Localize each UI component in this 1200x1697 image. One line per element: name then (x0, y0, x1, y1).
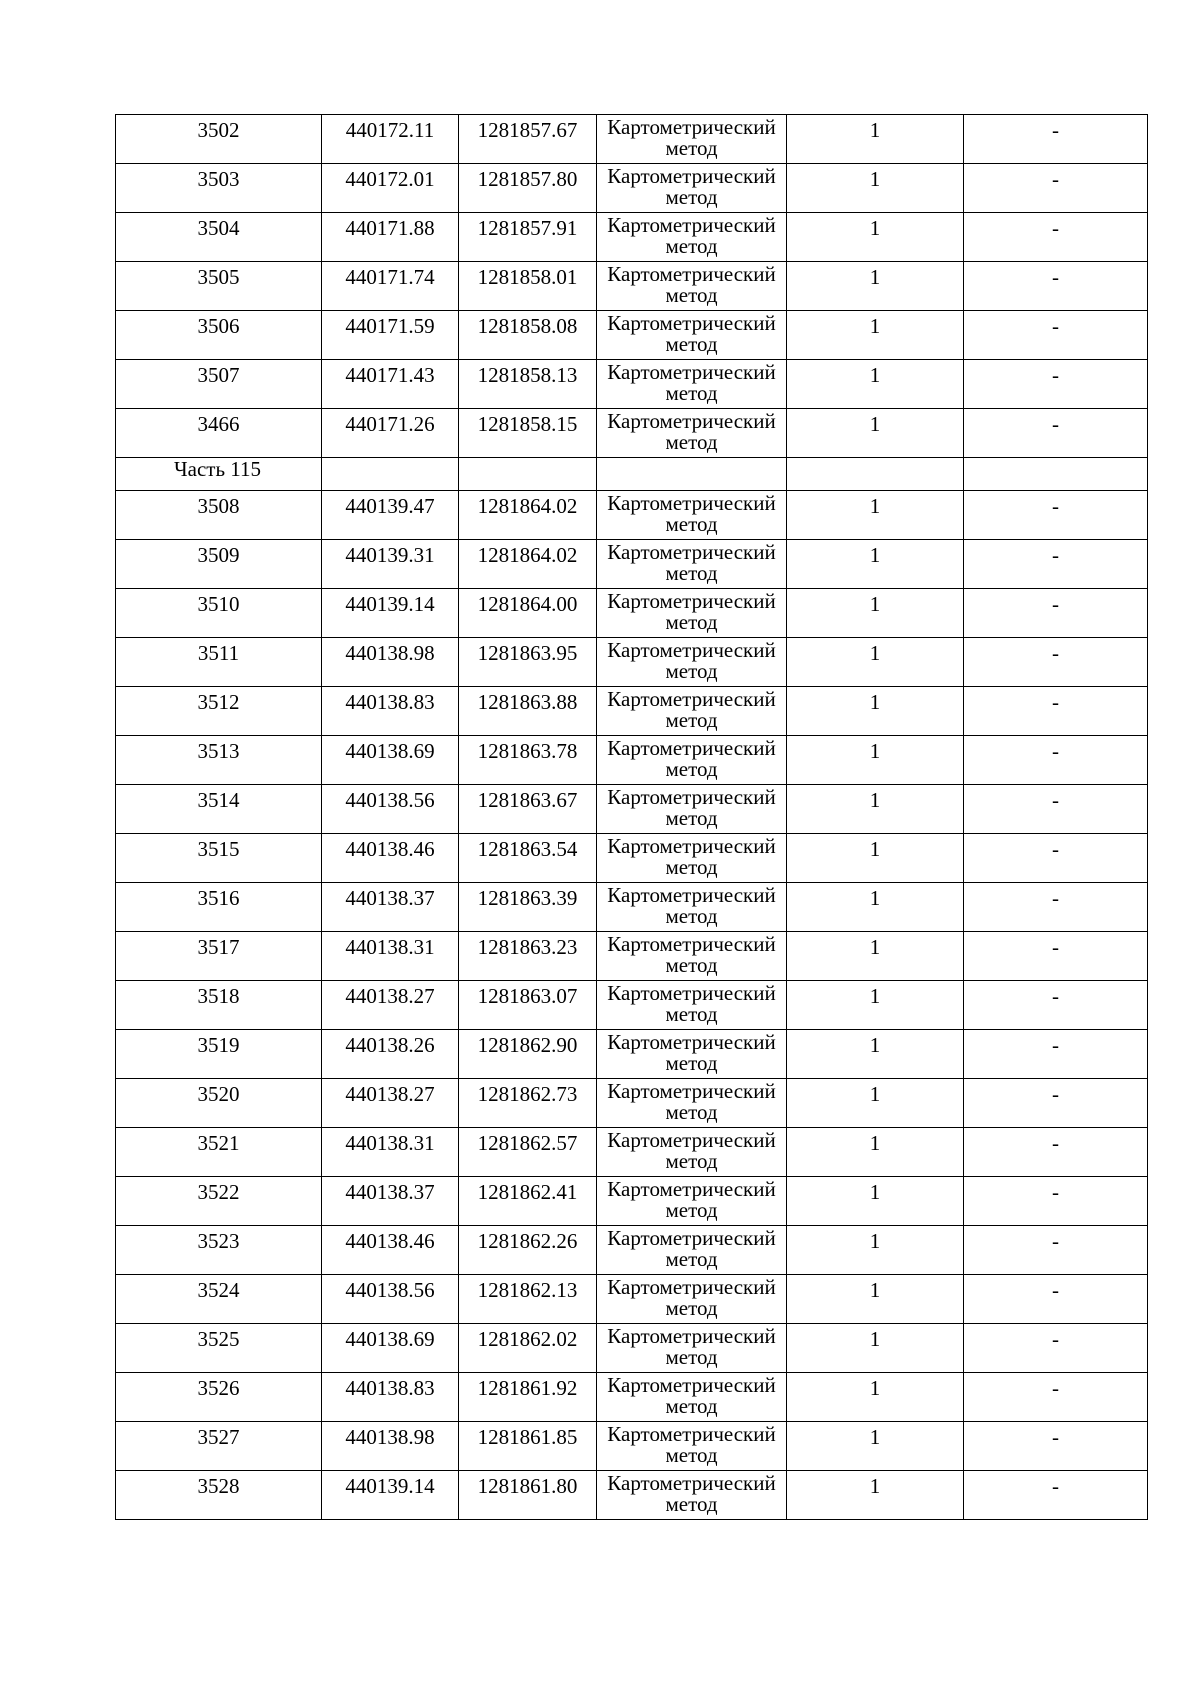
table-row (116, 785, 1148, 834)
empty-cell (459, 458, 597, 491)
coord-y: 1281863.67 (459, 785, 597, 834)
method-label-line1: Картометрический (607, 1030, 776, 1054)
note-value: - (964, 1128, 1148, 1177)
point-number: 3511 (116, 638, 322, 687)
table-row (116, 115, 1148, 164)
method-label-line2: метод (665, 561, 718, 585)
point-number: 3527 (116, 1422, 322, 1471)
coord-y: 1281862.13 (459, 1275, 597, 1324)
method-label-line1: Картометрический (607, 736, 776, 760)
coord-y: 1281864.00 (459, 589, 597, 638)
accuracy-value: 1 (787, 1226, 964, 1275)
method-cell (597, 360, 787, 409)
method-label-line1: Картометрический (607, 687, 776, 711)
point-number: 3526 (116, 1373, 322, 1422)
coord-x: 440138.98 (322, 638, 459, 687)
coord-x: 440138.27 (322, 981, 459, 1030)
method-label-line1: Картометрический (607, 540, 776, 564)
coord-x: 440171.59 (322, 311, 459, 360)
note-value: - (964, 1324, 1148, 1373)
coord-y: 1281858.15 (459, 409, 597, 458)
coord-y: 1281862.73 (459, 1079, 597, 1128)
point-number: 3508 (116, 491, 322, 540)
method-label-line2: метод (665, 234, 718, 258)
table-row (116, 1177, 1148, 1226)
coord-y: 1281863.39 (459, 883, 597, 932)
empty-cell (322, 458, 459, 491)
coord-x: 440171.74 (322, 262, 459, 311)
accuracy-value: 1 (787, 164, 964, 213)
accuracy-value: 1 (787, 932, 964, 981)
coord-y: 1281857.80 (459, 164, 597, 213)
table-row (116, 360, 1148, 409)
point-number: 3506 (116, 311, 322, 360)
table-row (116, 981, 1148, 1030)
coord-x: 440172.11 (322, 115, 459, 164)
accuracy-value: 1 (787, 638, 964, 687)
method-label-line2: метод (665, 904, 718, 928)
section-header (116, 458, 1148, 491)
coord-x: 440138.26 (322, 1030, 459, 1079)
table-row (116, 262, 1148, 311)
method-cell (597, 834, 787, 883)
method-label-line2: метод (665, 1443, 718, 1467)
table-row (116, 491, 1148, 540)
method-cell (597, 409, 787, 458)
coord-y: 1281862.02 (459, 1324, 597, 1373)
method-label-line1: Картометрический (607, 1471, 776, 1495)
accuracy-value: 1 (787, 1373, 964, 1422)
table-row (116, 311, 1148, 360)
note-value: - (964, 1030, 1148, 1079)
note-value: - (964, 883, 1148, 932)
note-value: - (964, 311, 1148, 360)
coord-y: 1281862.41 (459, 1177, 597, 1226)
accuracy-value: 1 (787, 736, 964, 785)
coord-y: 1281858.08 (459, 311, 597, 360)
method-cell (597, 164, 787, 213)
coord-x: 440138.56 (322, 785, 459, 834)
coord-x: 440138.37 (322, 1177, 459, 1226)
method-label-line2: метод (665, 185, 718, 209)
coord-x: 440138.46 (322, 834, 459, 883)
note-value: - (964, 1275, 1148, 1324)
point-number: 3513 (116, 736, 322, 785)
accuracy-value: 1 (787, 1030, 964, 1079)
method-label-line1: Картометрический (607, 589, 776, 613)
note-value: - (964, 638, 1148, 687)
method-label-line1: Картометрический (607, 262, 776, 286)
method-cell (597, 540, 787, 589)
note-value: - (964, 409, 1148, 458)
method-label-line1: Картометрический (607, 213, 776, 237)
method-label-line1: Картометрический (607, 1373, 776, 1397)
coord-y: 1281861.80 (459, 1471, 597, 1520)
accuracy-value: 1 (787, 540, 964, 589)
section-row (116, 458, 1148, 491)
note-value: - (964, 785, 1148, 834)
accuracy-value: 1 (787, 981, 964, 1030)
method-label-line1: Картометрический (607, 785, 776, 809)
note-value: - (964, 834, 1148, 883)
table-row (116, 164, 1148, 213)
accuracy-value: 1 (787, 360, 964, 409)
table-row (116, 1373, 1148, 1422)
coord-y: 1281863.07 (459, 981, 597, 1030)
method-label-line2: метод (665, 757, 718, 781)
method-label-line2: метод (665, 1002, 718, 1026)
method-label-line1: Картометрический (607, 311, 776, 335)
point-number: 3514 (116, 785, 322, 834)
method-label-line1: Картометрический (607, 1079, 776, 1103)
coord-x: 440138.27 (322, 1079, 459, 1128)
method-cell (597, 883, 787, 932)
accuracy-value: 1 (787, 1324, 964, 1373)
method-label-line2: метод (665, 1345, 718, 1369)
method-label-line2: метод (665, 806, 718, 830)
method-cell (597, 262, 787, 311)
point-number: 3504 (116, 213, 322, 262)
coord-y: 1281862.90 (459, 1030, 597, 1079)
point-number: 3528 (116, 1471, 322, 1520)
point-number: 3507 (116, 360, 322, 409)
method-label-line1: Картометрический (607, 1324, 776, 1348)
method-cell (597, 1079, 787, 1128)
method-label-line2: метод (665, 1296, 718, 1320)
note-value: - (964, 540, 1148, 589)
table-row (116, 736, 1148, 785)
table-row (116, 1030, 1148, 1079)
empty-cell (787, 458, 964, 491)
method-label-line2: метод (665, 610, 718, 634)
coord-x: 440139.14 (322, 1471, 459, 1520)
point-number: 3521 (116, 1128, 322, 1177)
accuracy-value: 1 (787, 834, 964, 883)
point-number: 3523 (116, 1226, 322, 1275)
method-cell (597, 638, 787, 687)
table-body-top (116, 115, 1148, 458)
table-row (116, 834, 1148, 883)
method-label-line2: метод (665, 1100, 718, 1124)
coord-x: 440138.98 (322, 1422, 459, 1471)
coord-x: 440139.31 (322, 540, 459, 589)
point-number: 3505 (116, 262, 322, 311)
method-label-line1: Картометрический (607, 164, 776, 188)
note-value: - (964, 1226, 1148, 1275)
coord-y: 1281862.57 (459, 1128, 597, 1177)
method-label-line2: метод (665, 283, 718, 307)
method-label-line1: Картометрический (607, 834, 776, 858)
method-label-line1: Картометрический (607, 638, 776, 662)
coord-y: 1281857.67 (459, 115, 597, 164)
accuracy-value: 1 (787, 1128, 964, 1177)
method-label-line2: метод (665, 1149, 718, 1173)
coord-x: 440139.47 (322, 491, 459, 540)
accuracy-value: 1 (787, 1079, 964, 1128)
coord-x: 440138.69 (322, 736, 459, 785)
method-label-line1: Картометрический (607, 1275, 776, 1299)
accuracy-value: 1 (787, 491, 964, 540)
table-row (116, 638, 1148, 687)
point-number: 3517 (116, 932, 322, 981)
accuracy-value: 1 (787, 883, 964, 932)
section-label: Часть 115 (116, 458, 322, 491)
note-value: - (964, 736, 1148, 785)
point-number: 3509 (116, 540, 322, 589)
note-value: - (964, 491, 1148, 540)
method-cell (597, 1324, 787, 1373)
point-number: 3525 (116, 1324, 322, 1373)
method-cell (597, 785, 787, 834)
accuracy-value: 1 (787, 409, 964, 458)
point-number: 3519 (116, 1030, 322, 1079)
coord-x: 440172.01 (322, 164, 459, 213)
accuracy-value: 1 (787, 1471, 964, 1520)
coord-y: 1281864.02 (459, 491, 597, 540)
method-cell (597, 1177, 787, 1226)
method-cell (597, 1128, 787, 1177)
point-number: 3522 (116, 1177, 322, 1226)
coord-x: 440171.43 (322, 360, 459, 409)
note-value: - (964, 1422, 1148, 1471)
method-label-line2: метод (665, 430, 718, 454)
method-label-line2: метод (665, 953, 718, 977)
note-value: - (964, 1471, 1148, 1520)
accuracy-value: 1 (787, 1422, 964, 1471)
method-cell (597, 589, 787, 638)
method-label-line1: Картометрический (607, 1177, 776, 1201)
method-cell (597, 932, 787, 981)
table-row (116, 589, 1148, 638)
method-cell (597, 981, 787, 1030)
note-value: - (964, 262, 1148, 311)
method-label-line2: метод (665, 136, 718, 160)
point-number: 3503 (116, 164, 322, 213)
point-number: 3516 (116, 883, 322, 932)
method-cell (597, 1373, 787, 1422)
empty-cell (964, 458, 1148, 491)
table-row (116, 1324, 1148, 1373)
coord-y: 1281864.02 (459, 540, 597, 589)
method-label-line1: Картометрический (607, 491, 776, 515)
table-row (116, 687, 1148, 736)
method-label-line1: Картометрический (607, 409, 776, 433)
method-label-line1: Картометрический (607, 1422, 776, 1446)
coord-x: 440171.26 (322, 409, 459, 458)
method-label-line2: метод (665, 708, 718, 732)
coord-y: 1281861.85 (459, 1422, 597, 1471)
note-value: - (964, 981, 1148, 1030)
method-cell (597, 491, 787, 540)
method-label-line1: Картометрический (607, 981, 776, 1005)
point-number: 3515 (116, 834, 322, 883)
point-number: 3510 (116, 589, 322, 638)
coord-x: 440138.31 (322, 932, 459, 981)
point-number: 3502 (116, 115, 322, 164)
method-cell (597, 687, 787, 736)
accuracy-value: 1 (787, 589, 964, 638)
method-label-line1: Картометрический (607, 115, 776, 139)
point-number: 3520 (116, 1079, 322, 1128)
note-value: - (964, 589, 1148, 638)
method-cell (597, 1030, 787, 1079)
method-cell (597, 213, 787, 262)
coord-y: 1281863.54 (459, 834, 597, 883)
method-label-line2: метод (665, 381, 718, 405)
coord-x: 440138.69 (322, 1324, 459, 1373)
empty-cell (597, 458, 787, 491)
method-label-line1: Картометрический (607, 1226, 776, 1250)
note-value: - (964, 1177, 1148, 1226)
coord-x: 440138.31 (322, 1128, 459, 1177)
coord-y: 1281862.26 (459, 1226, 597, 1275)
accuracy-value: 1 (787, 687, 964, 736)
table-row (116, 1128, 1148, 1177)
coord-x: 440139.14 (322, 589, 459, 638)
coord-y: 1281858.01 (459, 262, 597, 311)
note-value: - (964, 1079, 1148, 1128)
accuracy-value: 1 (787, 785, 964, 834)
table-row (116, 409, 1148, 458)
method-label-line2: метод (665, 1051, 718, 1075)
coord-x: 440138.83 (322, 1373, 459, 1422)
note-value: - (964, 360, 1148, 409)
method-label-line1: Картометрический (607, 360, 776, 384)
method-cell (597, 1471, 787, 1520)
method-label-line2: метод (665, 332, 718, 356)
coord-x: 440171.88 (322, 213, 459, 262)
table-row (116, 213, 1148, 262)
table-row (116, 1422, 1148, 1471)
accuracy-value: 1 (787, 115, 964, 164)
method-label-line2: метод (665, 1247, 718, 1271)
method-cell (597, 1226, 787, 1275)
accuracy-value: 1 (787, 311, 964, 360)
table-row (116, 932, 1148, 981)
method-cell (597, 1422, 787, 1471)
method-label-line1: Картометрический (607, 883, 776, 907)
coord-x: 440138.56 (322, 1275, 459, 1324)
point-number: 3524 (116, 1275, 322, 1324)
method-label-line2: метод (665, 1492, 718, 1516)
note-value: - (964, 164, 1148, 213)
method-label-line1: Картометрический (607, 1128, 776, 1152)
coord-y: 1281863.23 (459, 932, 597, 981)
table-row (116, 1471, 1148, 1520)
method-label-line2: метод (665, 512, 718, 536)
note-value: - (964, 115, 1148, 164)
method-cell (597, 1275, 787, 1324)
note-value: - (964, 1373, 1148, 1422)
table-body-bottom (116, 491, 1148, 1520)
coord-y: 1281863.88 (459, 687, 597, 736)
coord-x: 440138.83 (322, 687, 459, 736)
coord-y: 1281863.95 (459, 638, 597, 687)
method-label-line2: метод (665, 1394, 718, 1418)
point-number: 3512 (116, 687, 322, 736)
method-cell (597, 115, 787, 164)
table-row (116, 883, 1148, 932)
coord-y: 1281857.91 (459, 213, 597, 262)
point-number: 3466 (116, 409, 322, 458)
method-label-line1: Картометрический (607, 932, 776, 956)
coordinates-table (115, 114, 1148, 1520)
method-cell (597, 736, 787, 785)
note-value: - (964, 687, 1148, 736)
coord-y: 1281863.78 (459, 736, 597, 785)
note-value: - (964, 213, 1148, 262)
accuracy-value: 1 (787, 1177, 964, 1226)
accuracy-value: 1 (787, 1275, 964, 1324)
table-row (116, 1079, 1148, 1128)
method-label-line2: метод (665, 659, 718, 683)
coord-y: 1281858.13 (459, 360, 597, 409)
accuracy-value: 1 (787, 213, 964, 262)
method-cell (597, 311, 787, 360)
coord-y: 1281861.92 (459, 1373, 597, 1422)
point-number: 3518 (116, 981, 322, 1030)
coord-x: 440138.46 (322, 1226, 459, 1275)
table-row (116, 540, 1148, 589)
table-row (116, 1226, 1148, 1275)
coord-x: 440138.37 (322, 883, 459, 932)
table-row (116, 1275, 1148, 1324)
method-label-line2: метод (665, 855, 718, 879)
method-label-line2: метод (665, 1198, 718, 1222)
accuracy-value: 1 (787, 262, 964, 311)
note-value: - (964, 932, 1148, 981)
